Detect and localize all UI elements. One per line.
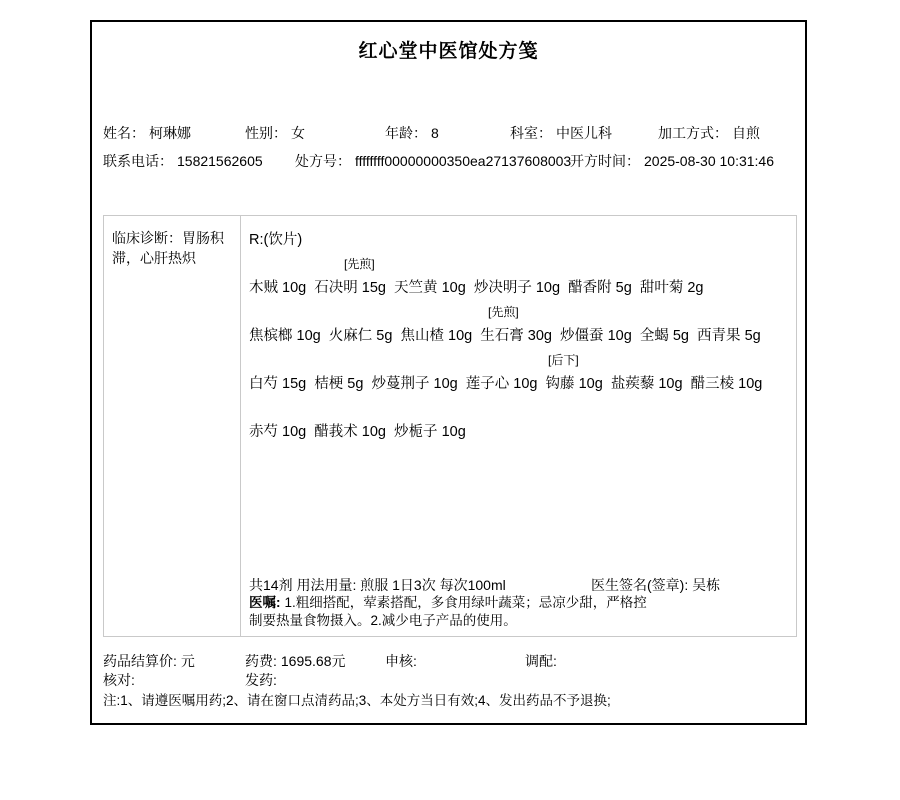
prescription-table — [103, 215, 797, 637]
processing-method-field — [658, 123, 760, 143]
medicine-line-2: 焦槟榔 10g 火麻仁 5g 焦山楂 10g 生石膏 30g 炒僵蚕 10g 全蝎 5g 西青果 5g — [249, 328, 761, 344]
issue-label: 发药: — [245, 672, 277, 688]
check-row — [92, 670, 805, 688]
prescription-sheet — [90, 20, 807, 725]
medicine-line-1: 木贼 10g 石决明 15g 天竺黄 10g 炒决明子 10g 醋香附 5g 甜叶菊 2g — [249, 280, 704, 296]
settle-price-value: 元 — [180, 653, 195, 669]
rx-number-label: 处方号： — [295, 153, 351, 169]
doctor-advice — [249, 594, 647, 630]
issue-time-value: 2025-08-30 10:31:46 — [644, 153, 774, 169]
medicine-line-3: 白芍 15g 桔梗 5g 炒蔓荆子 10g 莲子心 10g 钩藤 10g 盐蒺藜 10g 醋三棱 10g — [249, 376, 763, 392]
patient-gender-field — [245, 123, 305, 143]
patient-name-field — [103, 123, 191, 143]
add-later-tag: [后下] — [548, 353, 579, 367]
settlement-row — [92, 651, 805, 669]
patient-gender-label: 性别： — [245, 125, 287, 141]
patient-age-value: 8 — [431, 125, 439, 141]
patient-age-label: 年龄： — [385, 125, 427, 141]
doctor-advice-label: 医嘱: — [249, 595, 281, 610]
settle-price-label: 药品结算价: — [103, 653, 177, 669]
rx-number-field — [295, 151, 571, 171]
check-label: 核对: — [103, 672, 135, 688]
phone-value: 15821562605 — [177, 153, 263, 169]
notes-text: 注:1、请遵医嘱用药;2、请在窗口点清药品;3、本处方当日有效;4、发出药品不予退换; — [103, 693, 611, 708]
processing-method-label: 加工方式： — [658, 125, 728, 141]
doctor-signature: 医生签名(签章): 吴栋 — [591, 577, 721, 593]
settle-price-field — [103, 651, 195, 671]
review-label: 申核: — [385, 653, 417, 669]
patient-info-row-1 — [92, 123, 805, 141]
issue-time-label: 开方时间： — [570, 153, 640, 169]
notes-row — [92, 689, 805, 707]
medicine-line-4: 赤芍 10g 醋莪术 10g 炒栀子 10g — [249, 424, 466, 440]
processing-method-value: 自煎 — [732, 125, 760, 141]
issue-time-field — [570, 151, 774, 171]
medicine-cell — [241, 216, 796, 636]
phone-field — [103, 151, 263, 171]
dispense-label: 调配: — [525, 653, 557, 669]
rx-header: R:(饮片) — [249, 232, 303, 248]
page-title: 红心堂中医馆处方笺 — [358, 41, 539, 62]
patient-department-value: 中医儿科 — [556, 125, 612, 141]
usage-dosage-line: 共14剂 用法用量: 煎服 1日3次 每次100ml — [249, 577, 506, 593]
patient-gender-value: 女 — [291, 125, 305, 141]
patient-info-row-2 — [92, 151, 805, 169]
rx-number-value: ffffffff00000000350ea27137608003 — [355, 153, 572, 169]
phone-label: 联系电话： — [103, 153, 173, 169]
patient-name-value: 柯琳娜 — [149, 125, 191, 141]
patient-name-label: 姓名： — [103, 125, 145, 141]
decoct-first-tag-1: [先煎] — [344, 257, 375, 271]
fee-label: 药费: — [245, 653, 277, 669]
doctor-advice-text: 1.粗细搭配，荤素搭配，多食用绿叶蔬菜；忌凉少甜，严格控制要热量食物摄入。2.减少电子产品的使用。 — [249, 595, 647, 628]
fee-value: 1695.68元 — [280, 653, 346, 669]
patient-department-label: 科室： — [510, 125, 552, 141]
patient-age-field — [385, 123, 439, 143]
decoct-first-tag-2: [先煎] — [488, 305, 519, 319]
fee-field — [245, 651, 346, 671]
clinical-diagnosis-cell: 临床诊断：胃肠积滞，心肝热炽 — [104, 216, 241, 636]
patient-department-field — [510, 123, 612, 143]
